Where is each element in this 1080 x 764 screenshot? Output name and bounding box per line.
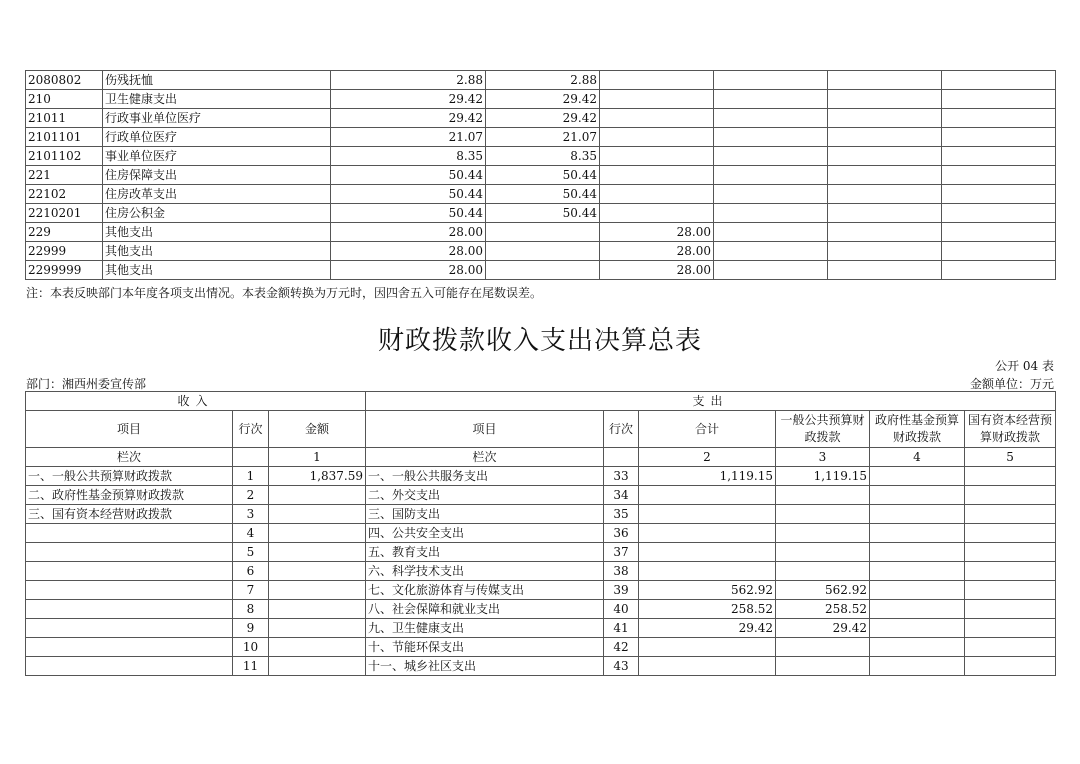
- project-expenditure: [600, 109, 714, 128]
- page-title: 财政拨款收入支出决算总表: [377, 326, 702, 356]
- subject-name: 行政事业单位医疗: [103, 109, 331, 128]
- general-budget-amount: 1,119.15: [776, 467, 870, 486]
- basic-expenditure: 50.44: [486, 166, 600, 185]
- subject-name: 伤残抚恤: [103, 71, 331, 90]
- empty-cell: [942, 71, 1056, 90]
- income-line-no: 8: [233, 600, 269, 619]
- gov-fund-amount: [870, 543, 965, 562]
- department-label: 部门：湘西州委宣传部: [26, 377, 147, 391]
- state-capital-amount: [965, 543, 1056, 562]
- empty-cell: [714, 109, 828, 128]
- expense-item: 五、教育支出: [366, 543, 604, 562]
- income-line-header: 行次: [233, 411, 269, 448]
- general-budget-amount: 29.42: [776, 619, 870, 638]
- subject-code: 2101101: [26, 128, 103, 147]
- table-row: [26, 505, 1056, 524]
- income-item-header: 项目: [26, 411, 233, 448]
- general-budget-amount: [776, 505, 870, 524]
- income-amount: [269, 562, 366, 581]
- general-budget-amount: [776, 638, 870, 657]
- table-row: [26, 543, 1056, 562]
- income-line-no: 6: [233, 562, 269, 581]
- state-capital-amount: [965, 486, 1056, 505]
- empty-cell: [714, 90, 828, 109]
- table-row: [26, 524, 1056, 543]
- expense-line-no: 35: [604, 505, 639, 524]
- empty-cell: [942, 261, 1056, 280]
- empty-cell: [714, 242, 828, 261]
- project-expenditure: 28.00: [600, 223, 714, 242]
- basic-expenditure: [486, 261, 600, 280]
- subject-name: 住房保障支出: [103, 166, 331, 185]
- state-capital-header: 国有资本经营预算财政拨款: [965, 411, 1056, 448]
- income-item: 二、政府性基金预算财政拨款: [26, 486, 233, 505]
- table-row: [26, 619, 1056, 638]
- total-amount: 28.00: [331, 223, 486, 242]
- amount-unit-label: 金额单位：万元: [969, 377, 1054, 391]
- subject-name: 卫生健康支出: [103, 90, 331, 109]
- income-item: [26, 657, 233, 676]
- header-row-2: [26, 411, 1056, 448]
- subject-code: 2299999: [26, 261, 103, 280]
- basic-expenditure: 21.07: [486, 128, 600, 147]
- subject-code: 2080802: [26, 71, 103, 90]
- total-amount: 21.07: [331, 128, 486, 147]
- income-amount: [269, 524, 366, 543]
- empty-cell: [828, 128, 942, 147]
- gov-fund-amount: [870, 505, 965, 524]
- empty-cell: [942, 147, 1056, 166]
- table-row: [26, 204, 1056, 223]
- expense-item-header: 项目: [366, 411, 604, 448]
- state-capital-amount: [965, 638, 1056, 657]
- basic-expenditure: [486, 223, 600, 242]
- expense-line-header: 行次: [604, 411, 639, 448]
- basic-expenditure: 50.44: [486, 185, 600, 204]
- state-capital-amount: [965, 657, 1056, 676]
- empty-cell: [942, 90, 1056, 109]
- income-item: [26, 562, 233, 581]
- empty-cell: [942, 166, 1056, 185]
- empty-cell: [714, 185, 828, 204]
- empty-cell: [828, 147, 942, 166]
- basic-expenditure: 8.35: [486, 147, 600, 166]
- table-note: 注：本表反映部门本年度各项支出情况。本表金额转换为万元时，因四舍五入可能存在尾数误差。: [26, 286, 543, 300]
- expense-total: [639, 486, 776, 505]
- basic-expenditure: [486, 242, 600, 261]
- table-row: [26, 147, 1056, 166]
- income-item: 一、一般公共预算财政拨款: [26, 467, 233, 486]
- project-expenditure: [600, 166, 714, 185]
- income-amount-header: 金额: [269, 411, 366, 448]
- table-row: [26, 242, 1056, 261]
- income-line-no: 5: [233, 543, 269, 562]
- income-amount: [269, 638, 366, 657]
- col-2: 2: [639, 448, 776, 467]
- total-amount: 28.00: [331, 242, 486, 261]
- income-line-no: 9: [233, 619, 269, 638]
- project-expenditure: [600, 128, 714, 147]
- expense-line-no: 43: [604, 657, 639, 676]
- income-line-no: 1: [233, 467, 269, 486]
- total-amount: 8.35: [331, 147, 486, 166]
- expense-line-no: 39: [604, 581, 639, 600]
- table-row: [26, 71, 1056, 90]
- total-amount: 50.44: [331, 204, 486, 223]
- project-expenditure: 28.00: [600, 242, 714, 261]
- gov-fund-amount: [870, 657, 965, 676]
- subject-name: 住房公积金: [103, 204, 331, 223]
- income-line-no: 7: [233, 581, 269, 600]
- expense-line-no: 33: [604, 467, 639, 486]
- income-amount: [269, 505, 366, 524]
- subject-name: 住房改革支出: [103, 185, 331, 204]
- col-1: 1: [269, 448, 366, 467]
- header-row-1: [26, 392, 1056, 411]
- expense-line-no: 36: [604, 524, 639, 543]
- income-line-no: 4: [233, 524, 269, 543]
- total-amount: 29.42: [331, 90, 486, 109]
- project-expenditure: [600, 185, 714, 204]
- general-budget-amount: [776, 486, 870, 505]
- general-budget-amount: [776, 524, 870, 543]
- general-budget-amount: [776, 543, 870, 562]
- empty-cell: [714, 147, 828, 166]
- empty-cell: [828, 261, 942, 280]
- form-number: 公开 04 表: [995, 359, 1054, 373]
- expense-item: 一、一般公共服务支出: [366, 467, 604, 486]
- table-row: [26, 166, 1056, 185]
- project-expenditure: [600, 90, 714, 109]
- expense-total: [639, 638, 776, 657]
- table-row: [26, 185, 1056, 204]
- expense-line-no: 37: [604, 543, 639, 562]
- subject-code: 2210201: [26, 204, 103, 223]
- general-budget-amount: 258.52: [776, 600, 870, 619]
- empty-cell: [828, 90, 942, 109]
- income-header: 收入: [26, 392, 366, 411]
- expenditure-detail-body: [26, 71, 1056, 280]
- total-amount: 50.44: [331, 166, 486, 185]
- subject-name: 行政单位医疗: [103, 128, 331, 147]
- empty-cell: [828, 204, 942, 223]
- expense-item: 四、公共安全支出: [366, 524, 604, 543]
- empty-cell: [942, 185, 1056, 204]
- income-line-no: 10: [233, 638, 269, 657]
- gov-fund-amount: [870, 524, 965, 543]
- income-amount: 1,837.59: [269, 467, 366, 486]
- expense-item: 十一、城乡社区支出: [366, 657, 604, 676]
- state-capital-amount: [965, 562, 1056, 581]
- state-capital-amount: [965, 524, 1056, 543]
- expense-line-no: 34: [604, 486, 639, 505]
- table-row: [26, 467, 1056, 486]
- subject-code: 22999: [26, 242, 103, 261]
- income-item: 三、国有资本经营财政拨款: [26, 505, 233, 524]
- empty-cell: [942, 128, 1056, 147]
- table-row: [26, 657, 1056, 676]
- table-row: [26, 128, 1056, 147]
- empty-cell: [714, 71, 828, 90]
- subject-name: 其他支出: [103, 261, 331, 280]
- subject-name: 事业单位医疗: [103, 147, 331, 166]
- subject-code: 210: [26, 90, 103, 109]
- state-capital-amount: [965, 505, 1056, 524]
- gov-fund-amount: [870, 467, 965, 486]
- empty-cell: [942, 223, 1056, 242]
- expense-line-no: 38: [604, 562, 639, 581]
- gov-fund-amount: [870, 619, 965, 638]
- expense-item: 十、节能环保支出: [366, 638, 604, 657]
- expense-item: 六、科学技术支出: [366, 562, 604, 581]
- expense-item: 九、卫生健康支出: [366, 619, 604, 638]
- fiscal-summary-body: [26, 392, 1056, 676]
- empty-cell: [714, 204, 828, 223]
- table-row: [26, 223, 1056, 242]
- total-amount: 2.88: [331, 71, 486, 90]
- gov-fund-header: 政府性基金预算财政拨款: [870, 411, 965, 448]
- empty-cell: [714, 128, 828, 147]
- total-amount: 29.42: [331, 109, 486, 128]
- expense-total: [639, 657, 776, 676]
- basic-expenditure: 29.42: [486, 90, 600, 109]
- project-expenditure: 28.00: [600, 261, 714, 280]
- income-amount: [269, 619, 366, 638]
- income-item: [26, 600, 233, 619]
- general-budget-amount: [776, 562, 870, 581]
- income-item: [26, 619, 233, 638]
- basic-expenditure: 2.88: [486, 71, 600, 90]
- col-empty: [233, 448, 269, 467]
- income-line-no: 2: [233, 486, 269, 505]
- empty-cell: [714, 261, 828, 280]
- expense-total: 1,119.15: [639, 467, 776, 486]
- expense-line-no: 42: [604, 638, 639, 657]
- table-row: [26, 581, 1056, 600]
- col-label-income: 栏次: [26, 448, 233, 467]
- empty-cell: [714, 166, 828, 185]
- empty-cell: [828, 71, 942, 90]
- income-amount: [269, 486, 366, 505]
- subject-name: 其他支出: [103, 223, 331, 242]
- state-capital-amount: [965, 581, 1056, 600]
- subject-name: 其他支出: [103, 242, 331, 261]
- gov-fund-amount: [870, 486, 965, 505]
- expense-total: [639, 524, 776, 543]
- expense-total: [639, 543, 776, 562]
- empty-cell: [942, 242, 1056, 261]
- basic-expenditure: 29.42: [486, 109, 600, 128]
- project-expenditure: [600, 147, 714, 166]
- table-row: [26, 90, 1056, 109]
- state-capital-amount: [965, 467, 1056, 486]
- project-expenditure: [600, 71, 714, 90]
- general-budget-header: 一般公共预算财政拨款: [776, 411, 870, 448]
- empty-cell: [828, 109, 942, 128]
- income-amount: [269, 600, 366, 619]
- expense-line-no: 40: [604, 600, 639, 619]
- col-4: 4: [870, 448, 965, 467]
- total-amount: 50.44: [331, 185, 486, 204]
- state-capital-amount: [965, 600, 1056, 619]
- empty-cell: [828, 242, 942, 261]
- fiscal-summary-table: [25, 391, 1056, 676]
- state-capital-amount: [965, 619, 1056, 638]
- column-index-row: [26, 448, 1056, 467]
- expense-line-no: 41: [604, 619, 639, 638]
- expense-item: 七、文化旅游体育与传媒支出: [366, 581, 604, 600]
- table-row: [26, 600, 1056, 619]
- income-item: [26, 543, 233, 562]
- table-row: [26, 486, 1056, 505]
- empty-cell: [942, 204, 1056, 223]
- col-3: 3: [776, 448, 870, 467]
- expenditure-detail-table: [25, 70, 1056, 280]
- expense-item: 八、社会保障和就业支出: [366, 600, 604, 619]
- expense-total: [639, 562, 776, 581]
- subject-code: 22102: [26, 185, 103, 204]
- empty-cell: [828, 185, 942, 204]
- total-header: 合计: [639, 411, 776, 448]
- empty-cell: [828, 223, 942, 242]
- table-row: [26, 261, 1056, 280]
- subject-code: 221: [26, 166, 103, 185]
- col-empty: [604, 448, 639, 467]
- empty-cell: [714, 223, 828, 242]
- table-row: [26, 562, 1056, 581]
- general-budget-amount: 562.92: [776, 581, 870, 600]
- subject-code: 21011: [26, 109, 103, 128]
- income-line-no: 3: [233, 505, 269, 524]
- subject-code: 2101102: [26, 147, 103, 166]
- basic-expenditure: 50.44: [486, 204, 600, 223]
- expense-total: 29.42: [639, 619, 776, 638]
- empty-cell: [942, 109, 1056, 128]
- expense-total: [639, 505, 776, 524]
- general-budget-amount: [776, 657, 870, 676]
- income-amount: [269, 657, 366, 676]
- table-row: [26, 638, 1056, 657]
- col-5: 5: [965, 448, 1056, 467]
- gov-fund-amount: [870, 562, 965, 581]
- expense-item: 二、外交支出: [366, 486, 604, 505]
- table-row: [26, 109, 1056, 128]
- total-amount: 28.00: [331, 261, 486, 280]
- income-item: [26, 638, 233, 657]
- subject-code: 229: [26, 223, 103, 242]
- col-label-expense: 栏次: [366, 448, 604, 467]
- income-item: [26, 524, 233, 543]
- gov-fund-amount: [870, 638, 965, 657]
- income-amount: [269, 581, 366, 600]
- empty-cell: [828, 166, 942, 185]
- income-item: [26, 581, 233, 600]
- expense-total: 258.52: [639, 600, 776, 619]
- gov-fund-amount: [870, 581, 965, 600]
- gov-fund-amount: [870, 600, 965, 619]
- project-expenditure: [600, 204, 714, 223]
- expense-total: 562.92: [639, 581, 776, 600]
- expense-header: 支出: [366, 392, 1056, 411]
- income-amount: [269, 543, 366, 562]
- expense-item: 三、国防支出: [366, 505, 604, 524]
- income-line-no: 11: [233, 657, 269, 676]
